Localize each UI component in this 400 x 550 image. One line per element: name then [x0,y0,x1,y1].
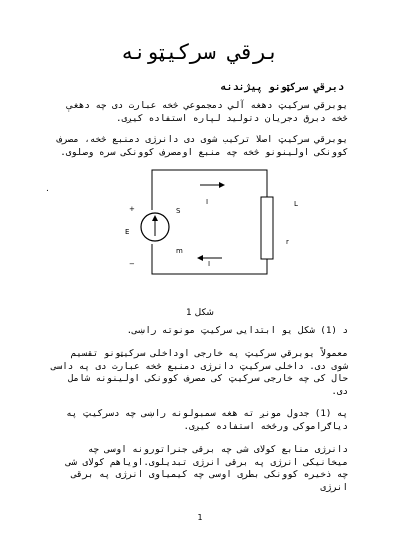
label-current-bottom: I [208,260,211,268]
label-minus: − [129,260,135,268]
section-heading: دبرقي سرکټونو پيژندنه [220,82,344,93]
paragraph-internal-external: معمولاً يوبرقي سرکيټ په خارجی اوداخلی سرکيټونو تقسيم شوی دی. داخلی سرکيټ دانرژی دمنبع څخه عبارت دی په داسی حال کی چه خارجی سرکيټ کی مصرف کوونکی اولينونه شامل دی. [51,348,348,397]
current-arrowhead-bottom [197,255,203,261]
figure-caption: 1 شکل [186,308,214,318]
stray-mark: . [46,184,49,194]
paragraph-composition: يوبرقي سرکيټ اصلا ترکيب شوی دی دانرژی دمنبع څخه، مصرف کوونکی اولينونو څخه چه منبع اومصرف کوونکی سره وصلوی. [56,134,348,158]
paragraph-figure-ref: د (1) شکل يو ابتدايی سرکيټ مونوته راښی. [126,325,348,336]
wire-bottom [152,244,267,274]
paragraph-intro: يوبرقي سرکيټ دهغه آلي دمجموعي څخه عبارت دی چه دهغې څخه دبرق دجريان دتوليد لپاره استفاده کيږی. [65,100,348,124]
paragraph-table-ref: په (1) جدول مونږ ته هغه سمبولونه راښی چه دسرکيټ په دياګراموکی ورڅخه استفاده کيږی. [66,408,348,432]
circuit-diagram [110,160,300,280]
label-internal: m [176,247,183,255]
label-current-top: I [206,198,209,206]
load-resistor [261,197,273,259]
label-plus: + [129,205,135,213]
label-load-r: r [286,238,289,246]
paragraph-energy-sources: دانرژی منابع کولای شی چه برقی جنراتورونه اوسی چه ميخانيکی انرژی په برقی انرژی تبديلوی.اوياهم کولای شی چه ذخيره کوونکی بطری اوسی چه کيمياوی انرژی په برقی انرژی [65,444,348,493]
source-arrow-head [152,215,158,221]
wire-top [152,170,267,210]
page-number: 1 [197,513,203,522]
current-arrowhead-top [219,182,225,188]
label-emf: E [125,228,130,236]
label-load-l: L [294,200,298,208]
page-title: برقي سرکيټونه [120,40,280,64]
label-source-s: S [176,207,181,215]
